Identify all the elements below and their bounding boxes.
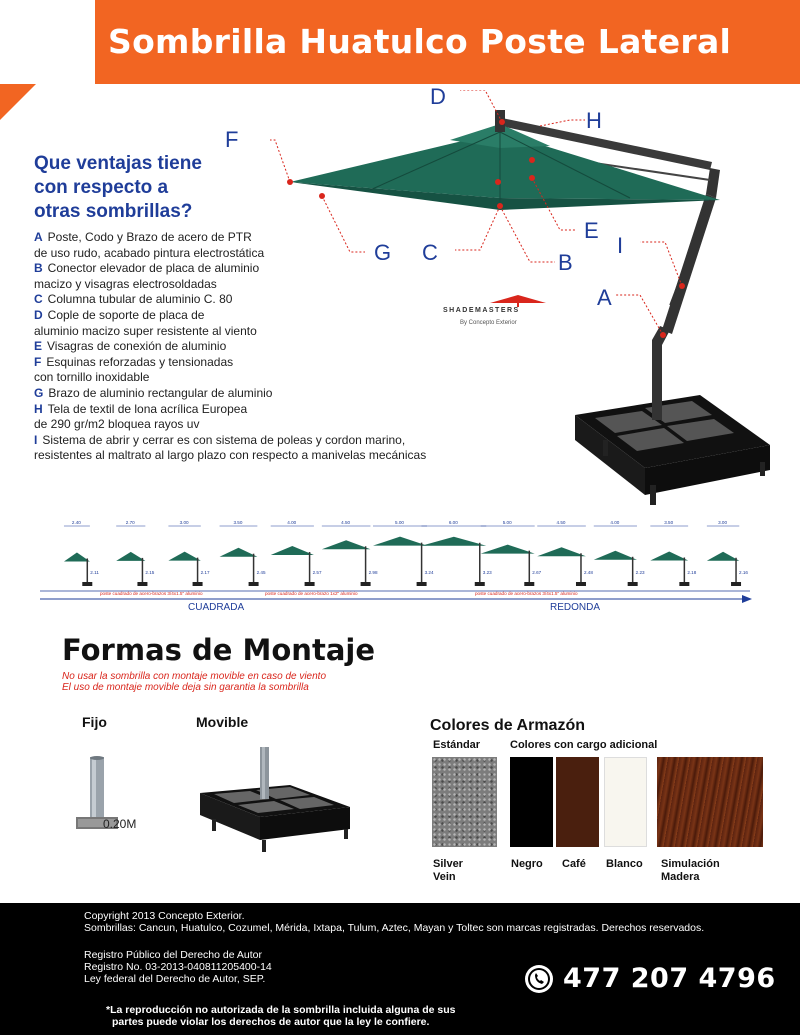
feature-letter: B — [34, 261, 43, 276]
size-base — [249, 582, 259, 586]
size-base — [361, 582, 371, 586]
size-umbrella — [650, 520, 696, 586]
size-canopy — [481, 545, 535, 554]
size-canopy — [594, 551, 637, 560]
size-umbrella — [373, 520, 434, 586]
swatch-blanco — [604, 757, 647, 847]
size-height-label: 2.48 — [583, 570, 593, 575]
feature-text: Cople de soporte de placa de — [47, 307, 205, 322]
size-canopy — [116, 552, 145, 561]
size-canopy — [322, 540, 371, 549]
whatsapp-glyph — [525, 965, 553, 993]
size-base — [305, 582, 315, 586]
sizes-strip — [30, 512, 765, 617]
feature-letter: A — [34, 230, 43, 244]
leader-line — [270, 140, 290, 182]
footer-brands: Sombrillas: Cancun, Huatulco, Cozumel, Mérida, Ixtapa, Tulum, Aztec, Mayan y Toltec son marcas registradas. Derechos reservados. — [84, 922, 705, 934]
footer-copyright: Copyright 2013 Concepto Exterior. — [84, 910, 245, 922]
leader-line — [540, 120, 585, 126]
swatch-label-blanco: Blanco — [606, 858, 643, 870]
feature-letter: G — [34, 385, 44, 400]
size-width-label: 3.00 — [179, 520, 189, 525]
swatch-label-cafe: Café — [562, 858, 586, 870]
phone-number[interactable]: 477 207 4796 — [563, 963, 776, 994]
ventajas-line: con respecto a — [34, 177, 169, 198]
feature-text: aluminio macizo super resistente al viento — [34, 323, 257, 338]
feature-text: Poste, Codo y Brazo de acero de PTR — [47, 230, 252, 244]
swatch-madera — [657, 757, 763, 847]
swatch-label-line: Simulación — [661, 858, 720, 870]
colores-title: Colores de Armazón — [430, 717, 585, 734]
size-height-label: 3.23 — [482, 570, 492, 575]
feature-text: macizo y visagras electrosoldadas — [34, 276, 217, 291]
size-canopy — [421, 537, 486, 546]
swatch-cafe — [556, 757, 599, 847]
size-umbrellas — [64, 520, 748, 586]
page-title: Sombrilla Huatulco Poste Lateral — [108, 22, 732, 61]
part-label-g: G — [374, 240, 392, 265]
leader-line — [615, 295, 663, 335]
feature-text: con tornillo inoxidable — [34, 370, 150, 385]
part-label-b: B — [558, 250, 573, 275]
size-canopy — [271, 546, 314, 555]
marker-dot — [495, 179, 501, 185]
size-width-label: 2.70 — [125, 520, 135, 525]
size-base — [193, 582, 203, 586]
footer-registro: Registro No. 03-2013-040811205400-14 — [84, 961, 272, 973]
size-canopy — [537, 547, 586, 556]
size-width-label: 3.50 — [664, 520, 674, 525]
feature-letter: F — [34, 354, 42, 369]
size-height-label: 2.17 — [200, 570, 210, 575]
montaje-warning: El uso de montaje movible deja sin garantia la sombrilla — [62, 682, 309, 693]
feature-text: Columna tubular de aluminio C. 80 — [47, 292, 233, 307]
size-note: poste cuadrado de acero-brazos 3/4x1.5" aluminio — [475, 591, 578, 596]
swatch-label-line: Vein — [433, 871, 456, 883]
logo-byline: By Concepto Exterior — [460, 320, 517, 326]
size-width-label: 4.00 — [610, 520, 620, 525]
size-base — [82, 582, 92, 586]
leader-line — [640, 242, 682, 286]
size-base — [679, 582, 689, 586]
size-width-label: 6.00 — [448, 520, 458, 525]
part-label-e: E — [584, 218, 599, 243]
size-umbrella — [322, 520, 378, 586]
size-canopy — [373, 537, 427, 546]
base-leg — [760, 462, 765, 476]
size-umbrella — [421, 520, 492, 586]
size-base — [417, 582, 427, 586]
size-height-label: 2.67 — [532, 570, 542, 575]
size-width-label: 4.50 — [341, 520, 351, 525]
feature-text: Visagras de conexión de aluminio — [47, 339, 227, 354]
size-note: poste cuadrado de acero-brazo 1x2" aluminio — [265, 591, 358, 596]
size-canopy — [707, 552, 739, 561]
logo-name: SHADEMASTERS — [443, 307, 520, 314]
swatch-silver-vein — [432, 757, 497, 847]
part-label-f: F — [225, 127, 239, 152]
feature-letter: H — [34, 401, 43, 416]
swatch-label-silver — [433, 858, 463, 884]
shademasters-logo — [443, 293, 553, 333]
size-umbrella — [481, 520, 542, 586]
base-leg — [650, 485, 656, 505]
size-base — [731, 582, 741, 586]
size-base — [475, 582, 485, 586]
corner-decoration — [0, 84, 36, 120]
feature-letter: E — [34, 339, 43, 354]
footer-disclaimer — [106, 1004, 456, 1028]
size-canopy — [168, 552, 200, 561]
size-width-label: 5.00 — [395, 520, 404, 525]
scale-arrow — [742, 595, 752, 603]
part-label-c: C — [422, 240, 438, 265]
size-umbrella — [707, 520, 749, 586]
feature-text: Conector elevador de placa de aluminio — [47, 261, 260, 276]
feature-text: Tela de textil de lona acrílica Europea — [47, 401, 248, 416]
leader-line — [322, 196, 365, 252]
disclaimer-line: partes puede violar los derechos de autor que la ley le confiere. — [112, 1016, 430, 1028]
feature-letter: C — [34, 292, 43, 307]
ventajas-line: Que ventajas tiene — [34, 153, 202, 174]
marker-dot — [529, 157, 535, 163]
size-width-label: 5.00 — [502, 520, 512, 525]
part-label-i: I — [617, 233, 624, 258]
size-note: poste cuadrado de acero-brazos 3/4x1.5" aluminio — [100, 591, 203, 596]
swatch-label-negro: Negro — [511, 858, 543, 870]
swatch-label-madera — [661, 858, 720, 884]
pulley-cord — [670, 200, 710, 305]
part-label-d: D — [430, 84, 446, 109]
base-leg — [603, 440, 608, 456]
feature-text: Brazo de aluminio rectangular de aluminio — [48, 385, 273, 400]
feature-text: de uso rudo, acabado pintura electrostática — [34, 245, 265, 260]
movible-label: Movible — [196, 714, 249, 730]
feature-letter: I — [34, 432, 38, 447]
leader-line — [455, 206, 500, 250]
size-width-label: 4.50 — [556, 520, 566, 525]
size-canopy — [64, 552, 90, 561]
size-height-label: 2.15 — [145, 570, 155, 575]
redonda-label: REDONDA — [550, 602, 601, 613]
swatch-negro — [510, 757, 553, 847]
fijo-label: Fijo — [82, 714, 107, 730]
cuadrada-label: CUADRADA — [188, 602, 245, 613]
feature-letter: D — [34, 307, 43, 322]
size-height-label: 2.57 — [312, 570, 322, 575]
size-base — [137, 582, 147, 586]
cargo-label: Colores con cargo adicional — [510, 739, 658, 751]
montaje-warning: No usar la sombrilla con montaje movible en caso de viento — [62, 671, 327, 682]
size-canopy — [220, 548, 258, 557]
feature-text: de 290 gr/m2 bloquea rayos uv — [34, 417, 200, 432]
estandar-label: Estándar — [433, 739, 481, 751]
feature-text: Esquinas reforzadas y tensionadas — [46, 354, 234, 369]
size-width-label: 2.40 — [71, 520, 81, 525]
fijo-height: 0.20M — [103, 817, 137, 831]
feature-text: resistentes al maltrato al largo plazo con respecto a manivelas mecánicas — [34, 448, 427, 463]
leader-line — [500, 206, 555, 262]
pole-elbow — [706, 168, 720, 198]
montaje-title: Formas de Montaje — [62, 633, 375, 667]
pole-arm — [662, 194, 716, 334]
whatsapp-icon — [525, 965, 553, 993]
logo-umbrella-icon — [488, 293, 548, 307]
size-width-label: 3.50 — [233, 520, 243, 525]
size-umbrella — [537, 520, 593, 586]
size-height-label: 2.11 — [90, 570, 99, 575]
part-label-a: A — [597, 285, 612, 310]
size-umbrella — [64, 520, 99, 586]
swatch-label-line: Madera — [661, 871, 700, 883]
size-umbrella — [168, 520, 210, 586]
size-umbrella — [116, 520, 155, 586]
footer-registro: Registro Público del Derecho de Autor — [84, 949, 263, 961]
size-umbrella — [594, 520, 645, 586]
size-height-label: 3.24 — [424, 570, 434, 575]
size-width-label: 4.00 — [287, 520, 297, 525]
ventajas-line: otras sombrillas? — [34, 201, 193, 222]
size-height-label: 2.23 — [635, 570, 645, 575]
size-height-label: 2.45 — [256, 570, 266, 575]
size-canopy — [650, 551, 688, 560]
movible-mount-icon — [190, 745, 360, 855]
size-height-label: 2.16 — [739, 570, 748, 575]
part-label-h: H — [586, 108, 602, 133]
size-base — [576, 582, 586, 586]
size-base — [628, 582, 638, 586]
feature-text: Sistema de abrir y cerrar es con sistema de poleas y cordon marino, — [42, 432, 406, 447]
footer-registro: Ley federal del Derecho de Autor, SEP. — [84, 973, 266, 985]
size-height-label: 2.98 — [368, 570, 378, 575]
ventajas-heading — [34, 152, 294, 224]
disclaimer-line: *La reproducción no autorizada de la sombrilla incluida alguna de sus — [106, 1004, 456, 1016]
size-umbrella — [220, 520, 266, 586]
size-base — [524, 582, 534, 586]
size-width-label: 3.00 — [718, 520, 728, 525]
swatch-label-line: Silver — [433, 858, 463, 870]
size-height-label: 2.18 — [687, 570, 697, 575]
size-umbrella — [271, 520, 322, 586]
